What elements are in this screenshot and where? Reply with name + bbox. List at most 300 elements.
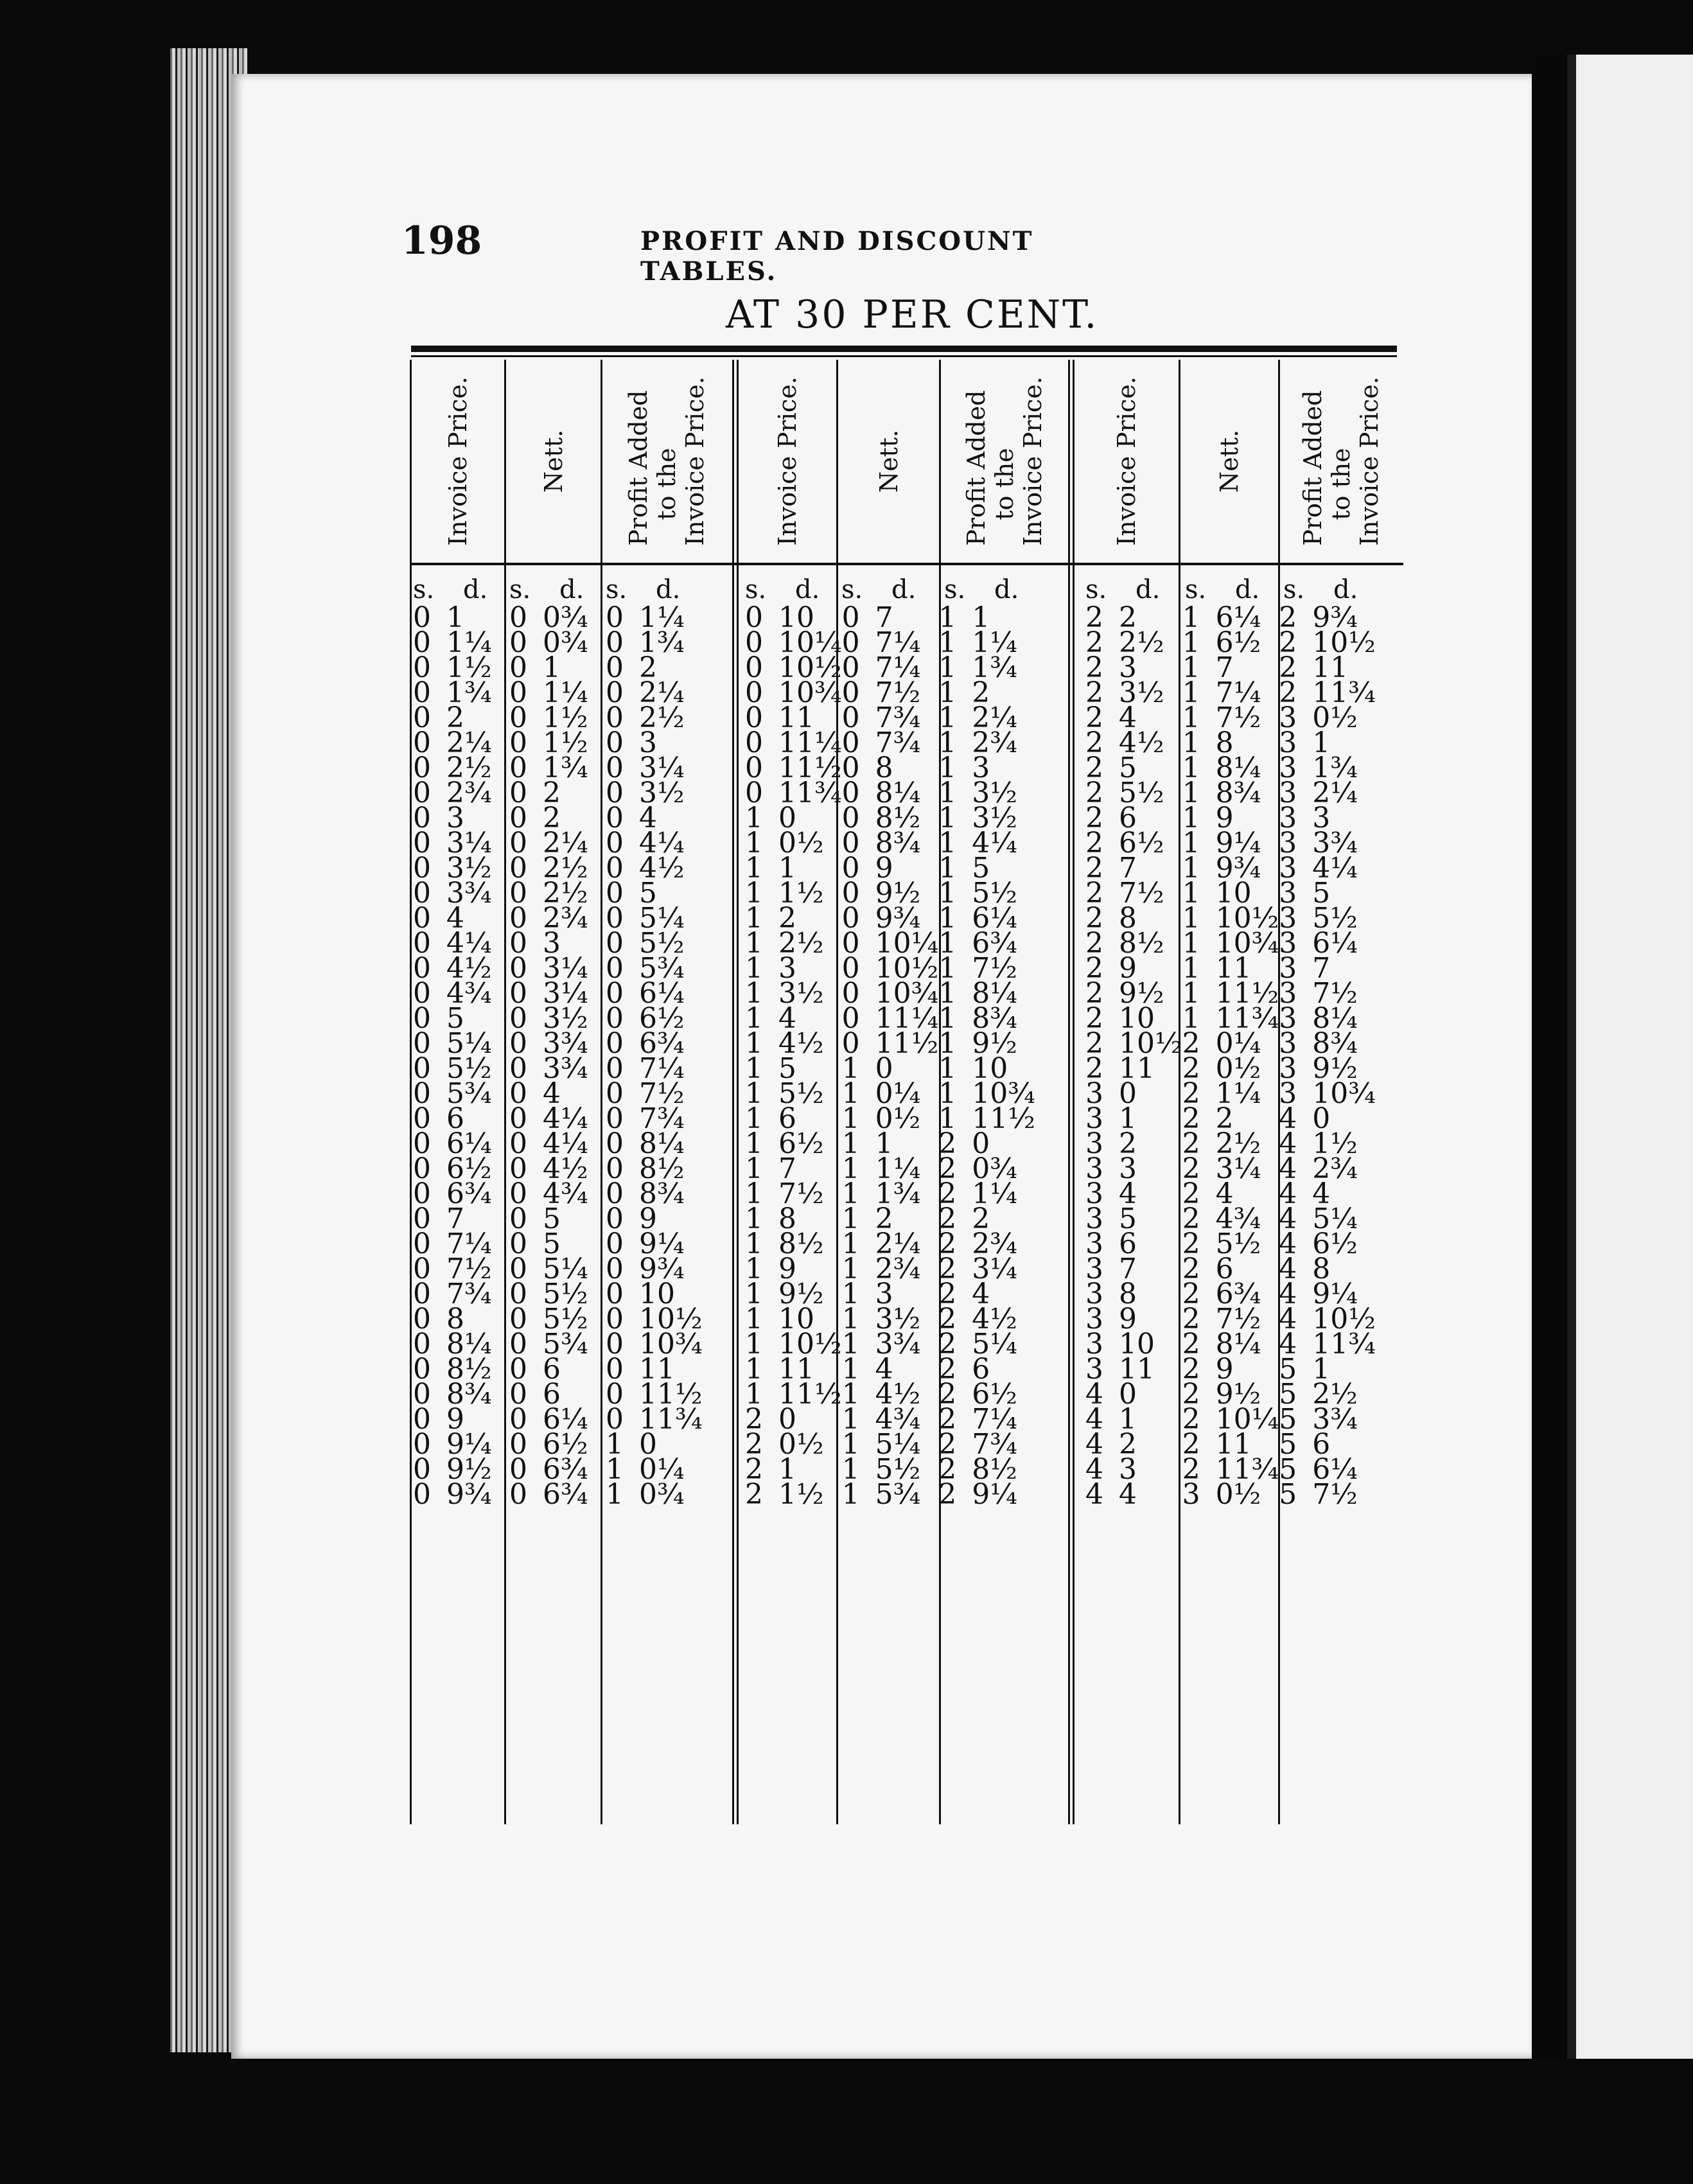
cell-profit-s: 2 [938,1152,957,1185]
cell-profit-d: 2 [972,676,990,709]
cell-nett-s: 0 [841,877,860,910]
cell-nett-d: 3 [875,1278,893,1310]
cell-profit-s: 0 [606,1077,624,1110]
cell-profit-d: 6¼ [972,902,1017,935]
cell-invoice-s: 0 [745,601,763,634]
cell-nett-s: 0 [841,676,860,709]
cell-invoice-d: 0½ [778,827,824,859]
cell-nett-s: 0 [509,1403,527,1436]
cell-profit-s: 3 [1279,1077,1297,1110]
cell-nett-s: 0 [509,977,527,1010]
cell-profit-d: 5 [1312,877,1331,910]
cell-profit-d: 4¼ [639,827,685,859]
cell-invoice-d: 4¼ [446,927,492,960]
price-table-block-2 [745,601,1035,1511]
cell-invoice-s: 2 [1085,977,1103,1010]
cell-profit-d: 2½ [639,701,685,734]
header-profit-added [1280,360,1402,562]
cell-nett-d: 0¾ [543,601,588,634]
cell-nett-s: 1 [841,1077,860,1110]
cell-profit-s: 3 [1279,802,1297,834]
cell-nett-d: 6¾ [1215,1278,1261,1310]
cell-invoice-d: 5¼ [446,1027,492,1060]
cell-invoice-s: 0 [413,927,431,960]
cell-profit-d: 11 [639,1353,675,1386]
cell-nett-s: 1 [841,1328,860,1361]
cell-invoice-s: 0 [413,1403,431,1436]
cell-profit-s: 2 [938,1177,957,1210]
cell-invoice-s: 1 [745,927,763,960]
cell-nett-s: 0 [509,676,527,709]
cell-nett-d: 7¾ [875,727,921,759]
cell-nett-d: 5 [543,1202,561,1235]
cell-invoice-s: 0 [413,1253,431,1285]
cell-profit-s: 4 [1279,1202,1297,1235]
cell-profit-s: 1 [938,977,957,1010]
cell-nett-d: 7½ [1215,1303,1261,1335]
cell-invoice-d: 11 [1119,1353,1155,1386]
header-bottom-rule [411,563,1403,565]
cell-invoice-d: 2 [1119,601,1137,634]
cell-invoice-d: 9½ [446,1453,492,1486]
cell-profit-d: 8¼ [639,1127,685,1160]
cell-profit-s: 2 [938,1278,957,1310]
cell-nett-d: 5½ [543,1303,588,1335]
cell-invoice-s: 3 [1085,1253,1103,1285]
cell-nett-s: 0 [509,651,527,684]
cell-invoice-d: 10 [778,601,814,634]
cell-invoice-d: 8½ [778,1228,824,1260]
cell-nett-s: 0 [509,1002,527,1035]
cell-invoice-d: 3 [778,952,796,985]
cell-invoice-s: 2 [1085,952,1103,985]
cell-profit-d: 6¼ [1312,927,1358,960]
cell-invoice-s: 0 [413,952,431,985]
cell-nett-s: 0 [841,977,860,1010]
header-profit-line2: to the [990,447,1019,520]
cell-profit-d: 5¾ [639,952,685,985]
cell-invoice-s: 2 [1085,752,1103,784]
cell-invoice-s: 1 [745,1152,763,1185]
cell-profit-d: 1 [972,601,990,634]
cell-nett-d: 10¼ [875,927,939,960]
cell-profit-d: 0¼ [639,1453,685,1486]
cell-invoice-s: 0 [413,1453,431,1486]
cell-invoice-d: 9¾ [446,1478,492,1511]
cell-invoice-d: 6 [1119,1228,1137,1260]
cell-nett-s: 2 [1182,1152,1200,1185]
cell-nett-d: 1¼ [543,676,588,709]
cell-nett-s: 0 [841,777,860,809]
cell-nett-s: 1 [841,1378,860,1411]
cell-profit-d: 8¼ [972,977,1017,1010]
cell-invoice-s: 0 [413,1303,431,1335]
cell-profit-d: 7¾ [639,1102,685,1135]
cell-profit-d: 9¼ [1312,1278,1358,1310]
cell-invoice-s: 0 [413,651,431,684]
cell-profit-d: 7¼ [972,1403,1017,1436]
cell-profit-d: 3 [639,727,657,759]
cell-invoice-s: 2 [745,1453,763,1486]
cell-nett-d: 11¾ [1215,1453,1279,1486]
cell-profit-d: 6½ [972,1378,1017,1411]
cell-invoice-d: 11 [1119,1052,1155,1085]
cell-nett-s: 0 [841,601,860,634]
cell-nett-s: 0 [509,1353,527,1386]
cell-profit-d: 5¼ [639,902,685,935]
cell-profit-s: 5 [1279,1353,1297,1386]
cell-nett-d: 0 [875,1052,893,1085]
cell-invoice-s: 3 [1085,1152,1103,1185]
cell-profit-d: 5½ [1312,902,1358,935]
cell-invoice-s: 1 [745,1353,763,1386]
cell-profit-d: 1 [1312,727,1331,759]
cell-profit-d: 3 [1312,802,1331,834]
cell-nett-d: 10½ [875,952,939,985]
cell-profit-d: 10½ [639,1303,703,1335]
cell-nett-s: 2 [1182,1303,1200,1335]
column-rule [1073,360,1075,1824]
cell-invoice-d: 11¼ [778,727,842,759]
cell-nett-d: 6½ [1215,626,1261,659]
cell-profit-d: 9¼ [972,1478,1017,1511]
cell-nett-s: 1 [841,1478,860,1511]
cell-profit-s: 0 [606,1403,624,1436]
cell-nett-s: 0 [841,827,860,859]
cell-invoice-s: 4 [1085,1403,1103,1436]
cell-invoice-s: 2 [745,1403,763,1436]
cell-profit-d: 6½ [1312,1228,1358,1260]
cell-nett-s: 1 [841,1428,860,1461]
cell-nett-d: 8¼ [1215,1328,1261,1361]
cell-invoice-d: 8 [446,1303,464,1335]
cell-nett-d: 3½ [875,1303,921,1335]
cell-profit-s: 2 [938,1453,957,1486]
column-rule [410,360,412,1824]
header-profit-label [1299,376,1383,546]
cell-invoice-d: 1½ [446,651,492,684]
cell-invoice-d: 4¾ [446,977,492,1010]
cell-invoice-d: 9 [778,1253,796,1285]
cell-nett-s: 0 [509,1478,527,1511]
cell-invoice-s: 2 [1085,827,1103,859]
cell-profit-s: 4 [1279,1303,1297,1335]
cell-invoice-s: 2 [1085,651,1103,684]
cell-nett-d: 7 [875,601,893,634]
cell-invoice-d: 5 [778,1052,796,1085]
cell-nett-d: 1¾ [875,1177,921,1210]
cell-nett-s: 0 [509,626,527,659]
cell-invoice-s: 0 [413,902,431,935]
cell-invoice-d: 6 [778,1102,796,1135]
cell-nett-d: 5¾ [543,1328,588,1361]
cell-profit-s: 0 [606,827,624,859]
unit-shillings-label: s. [413,575,435,604]
unit-pence-label: d. [1136,575,1161,604]
cell-nett-d: 2½ [1215,1127,1261,1160]
cell-profit-d: 6¼ [1312,1453,1358,1486]
cell-invoice-d: 5½ [1119,777,1164,809]
cell-profit-s: 3 [1279,777,1297,809]
cell-profit-s: 5 [1279,1478,1297,1511]
cell-nett-s: 2 [1182,1278,1200,1310]
cell-nett-s: 0 [509,802,527,834]
cell-nett-d: 9 [1215,802,1234,834]
cell-profit-d: 1 [1312,1353,1331,1386]
cell-profit-d: 8½ [639,1152,685,1185]
table-row [1085,1482,1376,1507]
cell-invoice-s: 0 [413,802,431,834]
cell-nett-s: 0 [509,1202,527,1235]
cell-nett-d: 5¾ [875,1478,921,1511]
cell-invoice-s: 0 [745,777,763,809]
cell-profit-s: 2 [938,1378,957,1411]
cell-nett-d: 6¾ [543,1453,588,1486]
cell-invoice-s: 4 [1085,1428,1103,1461]
cell-profit-d: 2½ [1312,1378,1358,1411]
cell-invoice-d: 5 [446,1002,464,1035]
cell-profit-d: 4¼ [1312,852,1358,885]
cell-profit-s: 2 [938,1253,957,1285]
cell-invoice-s: 3 [1085,1228,1103,1260]
header-nett-label: Nett. [874,429,903,493]
cell-profit-s: 3 [1279,977,1297,1010]
cell-invoice-s: 1 [745,1228,763,1260]
cell-invoice-s: 0 [413,1378,431,1411]
cell-nett-d: 3¼ [543,952,588,985]
cell-profit-s: 4 [1279,1177,1297,1210]
cell-invoice-s: 2 [1085,1052,1103,1085]
cell-profit-d: 7¾ [972,1428,1017,1461]
cell-invoice-s: 0 [413,1328,431,1361]
cell-nett-d: 6¼ [1215,601,1261,634]
cell-invoice-s: 0 [413,727,431,759]
cell-invoice-d: 3 [1119,651,1137,684]
unit-shillings-label: s. [509,575,531,604]
cell-invoice-s: 1 [745,1378,763,1411]
cell-nett-d: 4¾ [1215,1202,1261,1235]
cell-profit-s: 1 [938,852,957,885]
cell-nett-d: 4¼ [543,1127,588,1160]
cell-profit-d: 4½ [639,852,685,885]
cell-profit-d: 3¾ [1312,827,1358,859]
header-profit-added [941,360,1068,562]
cell-profit-s: 2 [938,1428,957,1461]
cell-invoice-d: 4½ [1119,727,1164,759]
cell-invoice-d: 4 [446,902,464,935]
cell-invoice-s: 3 [1085,1278,1103,1310]
cell-profit-d: 7 [1312,952,1331,985]
cell-profit-s: 2 [1279,651,1297,684]
cell-profit-s: 0 [606,1202,624,1235]
cell-invoice-s: 0 [413,877,431,910]
cell-invoice-d: 10 [1119,1002,1155,1035]
cell-profit-s: 0 [606,1328,624,1361]
cell-profit-d: 8¼ [1312,1002,1358,1035]
cell-invoice-d: 3 [1119,1152,1137,1185]
cell-profit-d: 8½ [972,1453,1017,1486]
cell-nett-d: 8¾ [1215,777,1261,809]
cell-nett-d: 4½ [875,1378,921,1411]
cell-invoice-s: 0 [413,1077,431,1110]
cell-profit-s: 0 [606,877,624,910]
cell-invoice-d: 7 [1119,852,1137,885]
cell-invoice-d: 7 [1119,1253,1137,1285]
cell-nett-s: 2 [1182,1027,1200,1060]
cell-nett-d: 0½ [1215,1052,1261,1085]
cell-invoice-s: 0 [413,977,431,1010]
cell-nett-d: 7½ [875,676,921,709]
cell-profit-d: 2¼ [1312,777,1358,809]
cell-invoice-s: 3 [1085,1127,1103,1160]
header-nett-label: Nett. [1215,429,1243,493]
cell-invoice-s: 1 [745,1027,763,1060]
cell-profit-d: 8¾ [1312,1027,1358,1060]
cell-profit-s: 0 [606,1378,624,1411]
cell-nett-s: 2 [1182,1202,1200,1235]
cell-invoice-d: 10¼ [778,626,842,659]
cell-invoice-s: 0 [745,651,763,684]
cell-invoice-d: 8½ [446,1353,492,1386]
cell-profit-s: 0 [606,752,624,784]
cell-nett-d: 9½ [1215,1378,1261,1411]
cell-profit-s: 3 [1279,927,1297,960]
cell-profit-s: 3 [1279,827,1297,859]
cell-profit-d: 7¼ [639,1052,685,1085]
cell-invoice-d: 0 [778,802,796,834]
cell-invoice-s: 3 [1085,1177,1103,1210]
cell-nett-d: 8 [875,752,893,784]
cell-invoice-d: 4 [1119,701,1137,734]
cell-nett-s: 0 [509,752,527,784]
cell-profit-d: 9¾ [1312,601,1358,634]
column-rule [732,360,734,1824]
cell-profit-d: 0 [639,1428,657,1461]
cell-nett-s: 0 [509,701,527,734]
cell-nett-s: 2 [1182,1253,1200,1285]
cell-nett-s: 0 [841,1002,860,1035]
cell-profit-s: 0 [606,676,624,709]
cell-invoice-d: 2½ [778,927,824,960]
cell-nett-s: 2 [1182,1127,1200,1160]
cell-profit-s: 1 [606,1428,624,1461]
cell-nett-d: 0¾ [543,626,588,659]
cell-invoice-d: 4 [778,1002,796,1035]
cell-nett-d: 6½ [543,1428,588,1461]
cell-profit-s: 1 [606,1478,624,1511]
cell-profit-d: 10 [972,1052,1008,1085]
unit-shillings-label: s. [944,575,966,604]
cell-profit-d: 8¾ [639,1177,685,1210]
cell-profit-s: 4 [1279,1152,1297,1185]
cell-profit-d: 6¾ [972,927,1017,960]
cell-profit-s: 3 [1279,952,1297,985]
cell-nett-s: 0 [841,927,860,960]
cell-profit-s: 2 [938,1303,957,1335]
table-top-rule [411,346,1397,352]
cell-invoice-d: 2½ [446,752,492,784]
cell-invoice-d: 1¾ [446,676,492,709]
cell-nett-d: 1½ [543,727,588,759]
cell-nett-d: 10 [1215,877,1252,910]
cell-nett-s: 0 [509,1152,527,1185]
cell-nett-s: 0 [841,701,860,734]
cell-invoice-s: 1 [745,852,763,885]
cell-invoice-s: 2 [745,1428,763,1461]
cell-nett-d: 11 [1215,1428,1252,1461]
cell-profit-s: 0 [606,802,624,834]
cell-nett-d: 10½ [1215,902,1279,935]
cell-invoice-d: 2¼ [446,727,492,759]
cell-invoice-s: 1 [745,1177,763,1210]
cell-nett-d: 3¼ [1215,1152,1261,1185]
cell-nett-s: 1 [841,1102,860,1135]
cell-nett-s: 0 [509,852,527,885]
cell-profit-s: 3 [1279,1002,1297,1035]
cell-nett-d: 11½ [875,1027,939,1060]
book-gutter [1532,55,1567,2059]
cell-nett-d: 5½ [543,1278,588,1310]
cell-profit-d: 10¾ [639,1328,703,1361]
cell-profit-s: 0 [606,1127,624,1160]
header-invoice-price [1075,360,1179,562]
cell-profit-s: 0 [606,1303,624,1335]
cell-nett-d: 4 [875,1353,893,1386]
cell-invoice-s: 4 [1085,1478,1103,1511]
unit-shillings-label: s. [1185,575,1207,604]
cell-profit-s: 2 [938,1478,957,1511]
cell-invoice-s: 0 [413,1102,431,1135]
cell-nett-d: 9 [1215,1353,1234,1386]
cell-nett-d: 3 [543,927,561,960]
cell-nett-d: 9¼ [1215,827,1261,859]
cell-nett-s: 1 [1182,777,1200,809]
cell-nett-d: 7 [1215,651,1234,684]
cell-nett-s: 3 [1182,1478,1200,1511]
cell-invoice-d: 9 [446,1403,464,1436]
unit-pence-label: d. [1333,575,1358,604]
cell-nett-s: 1 [1182,626,1200,659]
cell-nett-d: 3½ [543,1002,588,1035]
cell-nett-d: 3¾ [543,1052,588,1085]
cell-profit-s: 2 [938,1403,957,1436]
cell-profit-s: 3 [1279,701,1297,734]
cell-invoice-s: 3 [1085,1303,1103,1335]
cell-profit-d: 3½ [972,802,1017,834]
cell-profit-s: 0 [606,1002,624,1035]
cell-invoice-d: 0 [1119,1378,1137,1411]
cell-profit-s: 0 [606,1027,624,1060]
cell-invoice-s: 2 [1085,1027,1103,1060]
table-title: AT 30 PER CENT. [726,292,1099,337]
cell-profit-s: 0 [606,852,624,885]
cell-invoice-d: 0 [1119,1077,1137,1110]
cell-profit-d: 10½ [1312,626,1376,659]
cell-nett-s: 0 [509,1278,527,1310]
unit-pence-label: d. [656,575,681,604]
cell-profit-s: 3 [1279,852,1297,885]
cell-invoice-d: 6¾ [446,1177,492,1210]
cell-profit-s: 1 [938,752,957,784]
cell-profit-d: 8¾ [972,1002,1017,1035]
cell-invoice-s: 3 [1085,1353,1103,1386]
cell-invoice-d: 10½ [778,651,842,684]
cell-profit-d: 2¾ [972,1228,1017,1260]
cell-profit-d: 2 [639,651,657,684]
cell-invoice-d: 7½ [778,1177,824,1210]
cell-nett-d: 7¾ [875,701,921,734]
cell-invoice-s: 1 [745,1002,763,1035]
